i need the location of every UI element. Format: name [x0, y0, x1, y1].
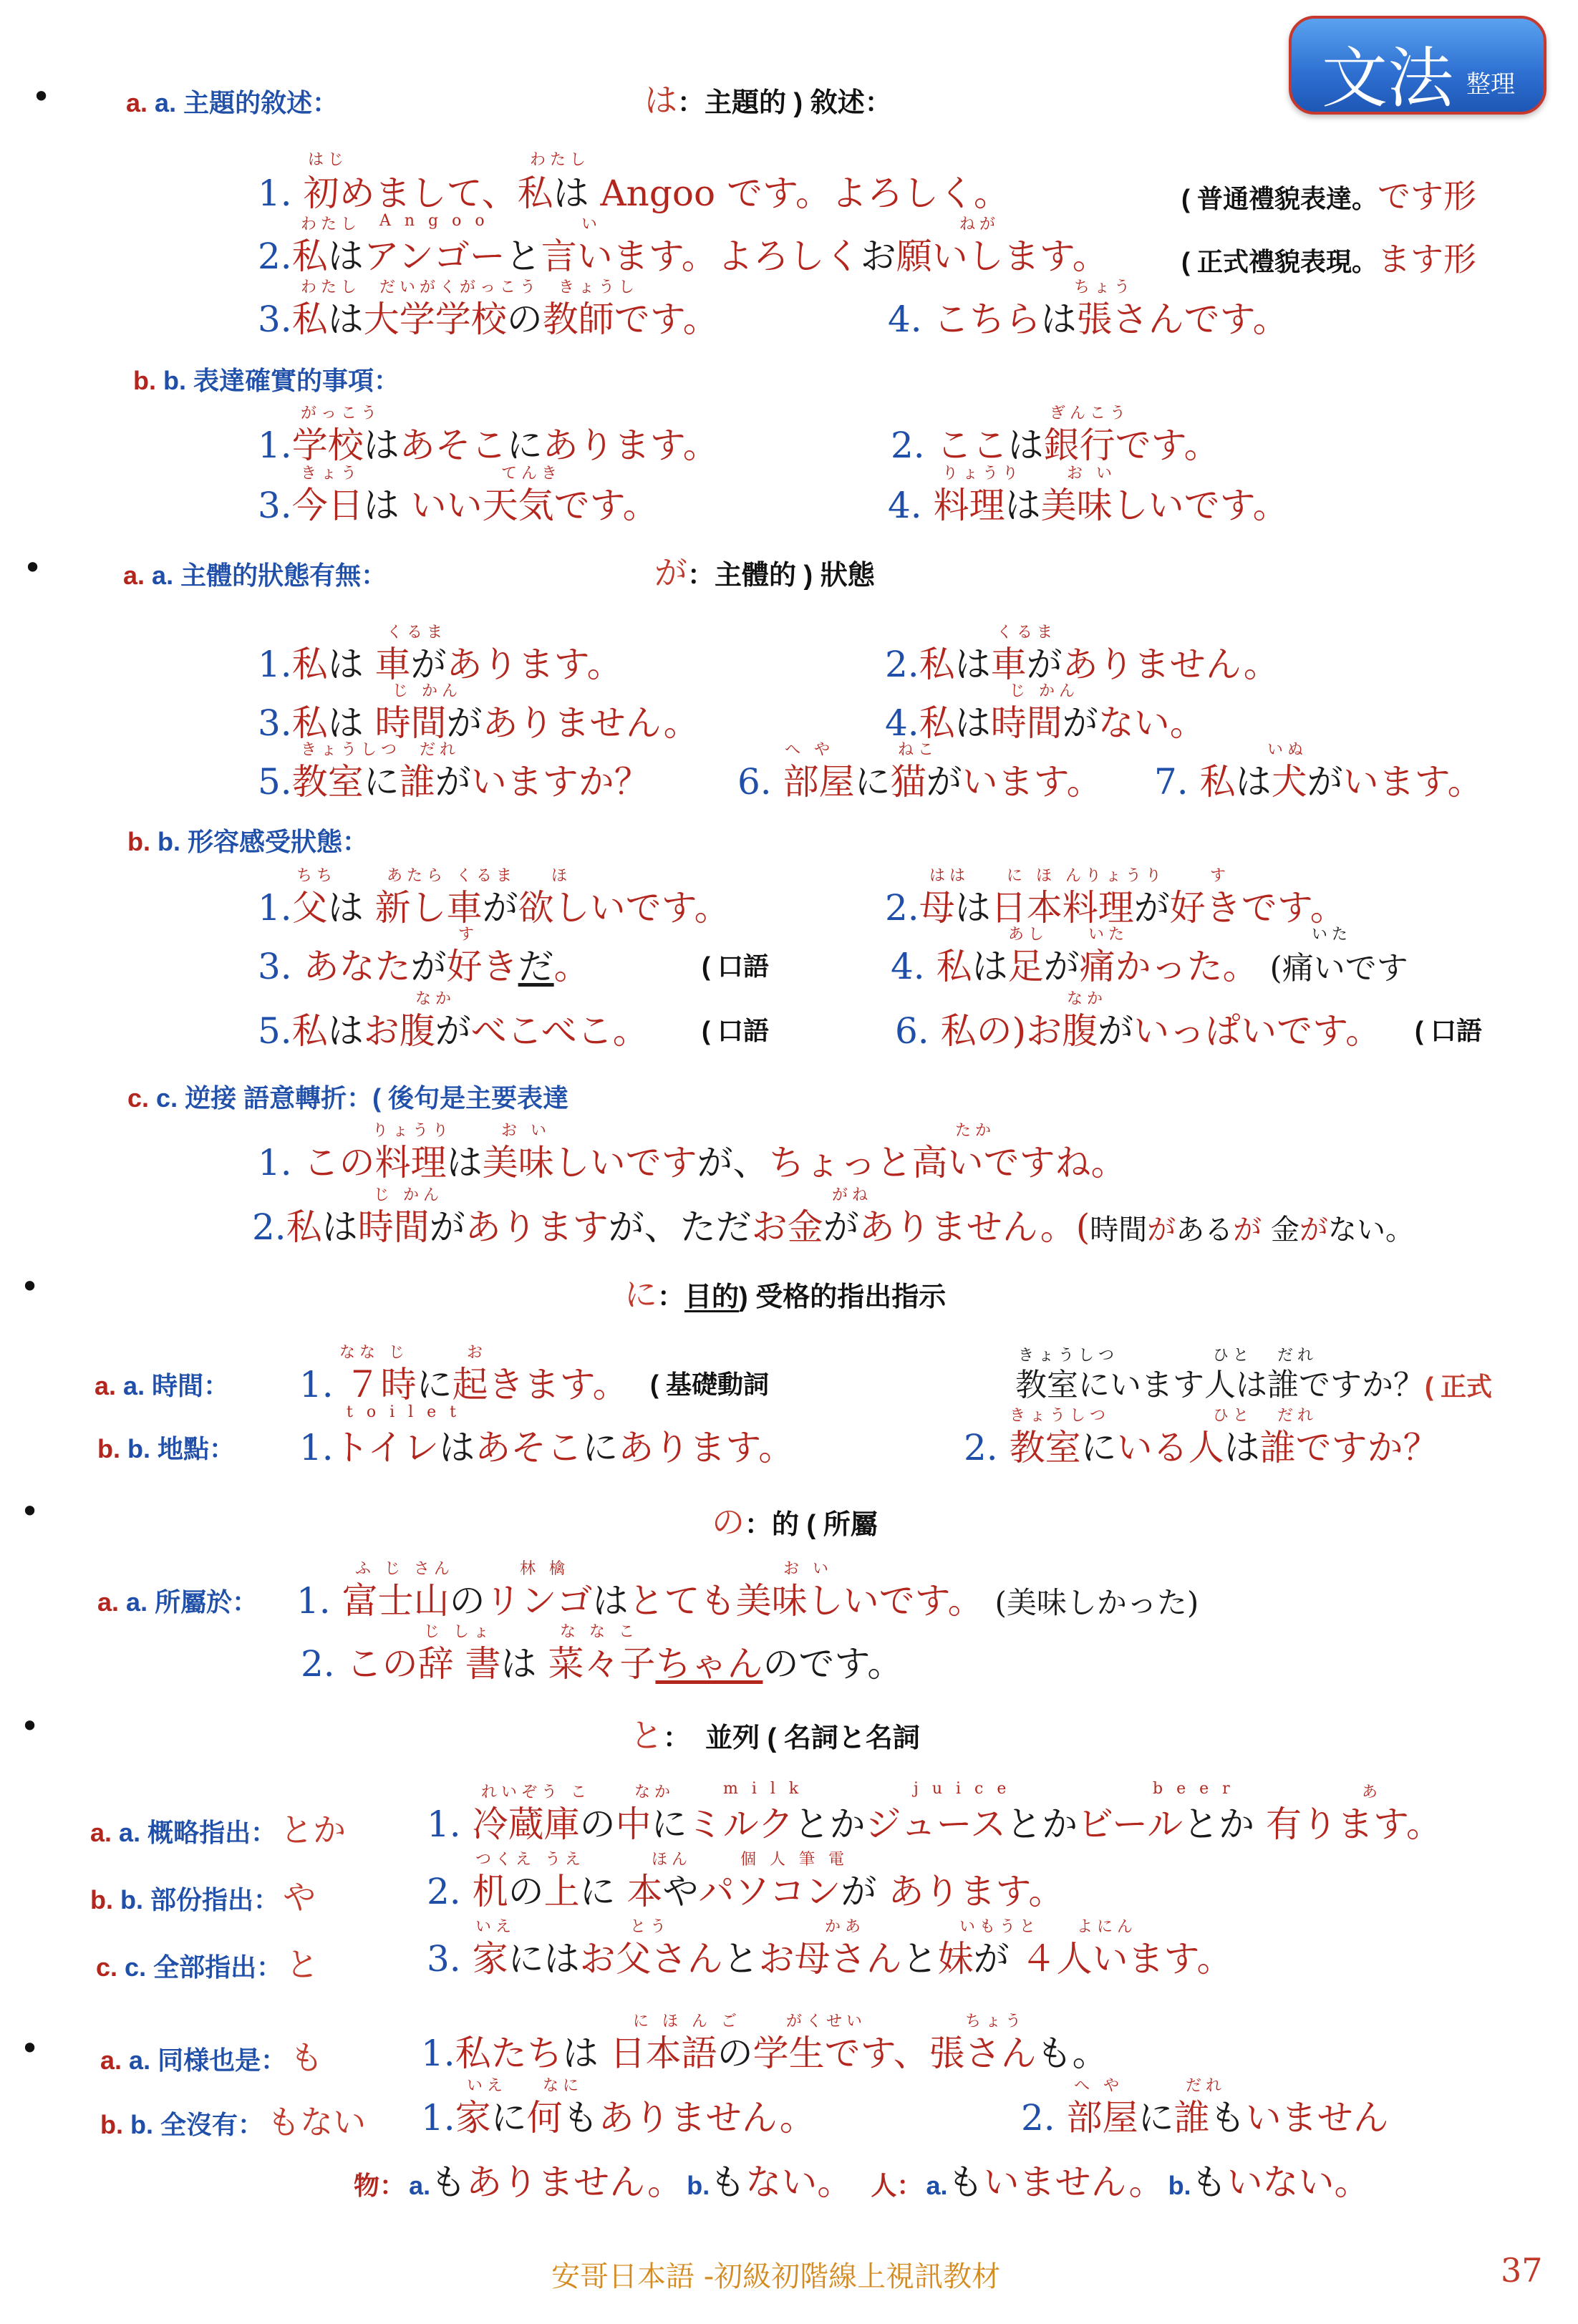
- s3-b-example-2: 2. 教室にいる人は誰ですか？: [964, 1427, 1439, 1468]
- ruby: りょうり: [372, 1122, 453, 1140]
- ruby: れいぞう こ: [481, 1783, 591, 1801]
- ruby: ちち: [296, 867, 337, 885]
- s2-b5-note: ( 口語: [702, 1016, 769, 1045]
- ruby: じ かん: [392, 682, 462, 700]
- bullet: •: [20, 2029, 40, 2068]
- s5-label-b: b. b. 部份指出： や: [90, 1878, 316, 1917]
- ruby: お い: [501, 1122, 551, 1140]
- s6-label-a: a. a. 同様也是： も: [100, 2038, 324, 2077]
- ruby: じ かん: [1010, 682, 1079, 700]
- s2-b3-note: ( 口語: [702, 952, 769, 981]
- bullet: •: [20, 1707, 40, 1746]
- bullet: •: [23, 548, 43, 587]
- ruby: 個 人 筆 電: [740, 1851, 848, 1869]
- ruby: なに: [543, 2077, 584, 2095]
- ruby: j u i c e: [914, 1780, 1011, 1798]
- ruby: なか: [634, 1783, 675, 1801]
- s5-example-3: 3. 家にはお父さんとお母さんと妹が ４人います。: [427, 1938, 1233, 1980]
- ruby: わたし: [301, 279, 362, 296]
- ruby: わたし: [301, 216, 362, 233]
- ruby: ふ じ さん: [355, 1560, 454, 1578]
- s2-b-example-4: 4. 私は足が痛かった。 (痛いです: [891, 946, 1408, 987]
- s4-example-1: 1. 富士山のリンゴはとても美味しいです。 (美味しかった): [296, 1580, 1199, 1622]
- s5-heading: と： 並列 ( 名詞と名詞: [630, 1716, 920, 1755]
- badge-title: 文法: [1322, 40, 1454, 117]
- s5-example-2: 2. 机の上に 本やパソコンが あります。: [427, 1871, 1065, 1912]
- ruby: t o i l e t: [347, 1403, 460, 1421]
- s2-b-example-3: 3. あなたが好きだ。: [258, 946, 590, 987]
- ruby: いぬ: [1267, 741, 1308, 759]
- s1-example-2: 2.私はアンゴーと言います。よろしくお願いします。: [258, 236, 1108, 277]
- s2-example-7: 7. 私は犬がいます。: [1154, 761, 1483, 803]
- s2-label-a: a. a. 主體的狀態有無：: [123, 561, 387, 590]
- ruby: 林 檎: [520, 1560, 569, 1578]
- s2-example-1: 1.私は 車があります。: [258, 644, 623, 685]
- ruby: ほん: [652, 1851, 692, 1869]
- s2-b-example-5: 5.私はお腹がべこべこ。: [258, 1010, 649, 1052]
- bullet: •: [20, 1267, 40, 1306]
- s2-b-example-6: 6. 私の)お腹がいっぱいです。: [895, 1010, 1382, 1052]
- s3-a1-note: ( 基礎動詞: [650, 1370, 769, 1399]
- ruby: ひと: [1213, 1407, 1254, 1425]
- ruby: きょうしつ: [1018, 1347, 1119, 1365]
- grammar-badge: [1289, 16, 1546, 115]
- s1-b-example-4: 4. 料理は美味しいです。: [888, 485, 1289, 526]
- s6-b-example-1: 1.家に何もありません。: [421, 2097, 815, 2139]
- s5-label-a: a. a. 概略指出： とか: [90, 1811, 347, 1849]
- s2-b-example-2: 2.母は日本料理が好きです。: [885, 887, 1346, 929]
- footer-title: 安哥日本語 -初級初階線上視訊教材: [551, 2260, 1001, 2293]
- ruby: お: [467, 1344, 488, 1362]
- ruby: いた: [1312, 926, 1352, 944]
- ruby: たか: [955, 1122, 996, 1140]
- ruby: ぎんこう: [1050, 405, 1131, 422]
- bullet: •: [20, 1492, 40, 1531]
- ruby: に ほ んりょうり: [1007, 867, 1166, 885]
- s2-b-example-1: 1.父は 新し車が欲しいです。: [258, 887, 730, 929]
- ruby: とう: [630, 1918, 671, 1936]
- s2-label-c: c. c. 逆接 語意轉折：( 後句是主要表達: [127, 1083, 569, 1113]
- ruby: いもうと: [959, 1918, 1040, 1936]
- s3-b-example-1: 1.トイレはあそこにあります。: [299, 1427, 795, 1468]
- ruby: ちょう: [965, 2013, 1026, 2030]
- ruby: くるま: [387, 624, 447, 641]
- ruby: なか: [415, 990, 456, 1008]
- s4-example-2: 2. この辞 書は 菜々子ちゃんのです。: [301, 1643, 904, 1685]
- badge-subtitle: 整理: [1466, 70, 1515, 99]
- s2-heading: が：主體的 ) 狀態: [654, 553, 875, 592]
- ruby: わたし: [530, 151, 591, 169]
- ruby: はじ: [308, 151, 349, 169]
- ruby: い: [581, 216, 602, 233]
- ruby: ひと: [1213, 1347, 1254, 1365]
- s2-b6-note: ( 口語: [1415, 1016, 1482, 1045]
- ruby: きょうしつ: [1010, 1407, 1110, 1425]
- s5-label-c: c. c. 全部指出： と: [96, 1945, 319, 1984]
- s2-example-5: 5.教室に誰がいますか？: [258, 761, 650, 803]
- ruby: きょう: [301, 465, 362, 483]
- s4-heading: の：的 ( 所屬: [712, 1503, 878, 1541]
- ruby: かあ: [825, 1918, 866, 1936]
- s3-a-example-2: 教室にいます人は誰ですか？( 正式: [1015, 1367, 1492, 1403]
- s2-c-example-2: 2.私は時間がありますが、ただお金がありません。(時間があるが 金がない。: [252, 1206, 1414, 1248]
- s2-label-b: b. b. 形容感受狀態：: [127, 827, 369, 856]
- s2-c-example-1: 1. この料理は美味しいですが、ちょっと高いですね。: [258, 1142, 1127, 1183]
- ruby: へ や: [785, 741, 834, 759]
- ruby: ほ: [551, 867, 572, 885]
- ruby: b e e r: [1153, 1780, 1234, 1798]
- ruby: ちょう: [1074, 279, 1135, 296]
- s1-note-2: ( 正式禮貌表現。ます形: [1181, 240, 1476, 279]
- ruby: あたら くるま: [387, 867, 516, 885]
- s1-example-3: 3.私は大学学校の教師です。: [258, 299, 719, 340]
- s4-label-a: a. a. 所屬於：: [97, 1587, 258, 1617]
- ruby: あ: [1362, 1783, 1383, 1801]
- ruby: あし: [1008, 926, 1049, 944]
- ruby: きょうし: [558, 279, 639, 296]
- ruby: だれ: [1186, 2077, 1226, 2095]
- page-number: 37: [1501, 2251, 1543, 2290]
- s1-example-4: 4. こちらは張さんです。: [888, 299, 1289, 340]
- s3-a-example-1: 1. ７時に起きます。: [299, 1364, 629, 1405]
- ruby: てんき: [501, 465, 562, 483]
- ruby: へ や: [1074, 2077, 1123, 2095]
- ruby: ねこ: [898, 741, 939, 759]
- ruby: す: [458, 926, 479, 944]
- s6-label-b: b. b. 全沒有： もない: [100, 2103, 367, 2141]
- ruby: きょうしつ: [301, 741, 402, 759]
- ruby: がね: [832, 1186, 873, 1204]
- ruby: つくえ うえ: [475, 1851, 585, 1869]
- s1-b-example-3: 3.今日は いい天気です。: [258, 485, 659, 526]
- ruby: がっこう: [301, 405, 382, 422]
- s1-b-example-2: 2. ここは銀行です。: [891, 425, 1220, 466]
- s1-label-b: b. b. 表達確實的事項：: [133, 366, 400, 395]
- ruby: いえ: [467, 2077, 508, 2095]
- s2-example-4: 4.私は時間がない。: [885, 702, 1206, 744]
- ruby: じ かん: [374, 1186, 443, 1204]
- ruby: に ほ ん ご: [633, 2013, 741, 2030]
- ruby: ねが: [959, 216, 1000, 233]
- ruby: くるま: [997, 624, 1057, 641]
- ruby: がくせい: [786, 2013, 867, 2030]
- bullet: •: [32, 77, 52, 116]
- s2-example-6: 6. 部屋に猫がいます。: [737, 761, 1103, 803]
- s1-heading: は：主題的 ) 敘述：: [644, 81, 892, 120]
- s6-b-example-2: 2. 部屋に誰もいません: [1021, 2097, 1389, 2139]
- ruby: m i l k: [723, 1780, 803, 1798]
- s1-label-a: a. a. 主題的敘述：: [126, 88, 339, 117]
- s3-label-a: a. a. 時間：: [95, 1371, 230, 1400]
- s1-example-1: 1. 初めまして、私は Angoo です。よろしく。: [258, 173, 1010, 214]
- s1-note-1: ( 普通禮貌表達。です形: [1181, 177, 1476, 216]
- ruby: だれ: [1277, 1347, 1318, 1365]
- s6-example-1: 1.私たちは 日本語の学生です、張さんも。: [421, 2033, 1108, 2074]
- ruby: お い: [783, 1560, 833, 1578]
- ruby: だれ: [420, 741, 460, 759]
- ruby: よにん: [1077, 1918, 1138, 1936]
- s2-example-3: 3.私は 時間がありません。: [258, 702, 700, 744]
- ruby: じ しょ: [424, 1623, 493, 1641]
- ruby: だれ: [1277, 1407, 1318, 1425]
- ruby: りょうり: [942, 465, 1023, 483]
- ruby: なか: [1067, 990, 1108, 1008]
- ruby: A n g o o: [379, 212, 489, 230]
- ruby: なな じ: [339, 1344, 409, 1362]
- s2-example-2: 2.私は車がありません。: [885, 644, 1279, 685]
- ruby: いた: [1088, 926, 1129, 944]
- s5-example-1: 1. 冷蔵庫の中にミルクとかジュースとかビールとか 有ります。: [427, 1803, 1443, 1845]
- ruby: はは: [929, 867, 970, 885]
- ruby: お い: [1067, 465, 1116, 483]
- s3-heading: に：目的) 受格的指出指示: [624, 1275, 947, 1314]
- s6-summary: 物： a.もありません。 b.もない。 人： a.もいません。 b.もいない。: [354, 2161, 1370, 2203]
- ruby: だいがくがっこう: [379, 279, 541, 296]
- s1-b-example-1: 1.学校はあそこにあります。: [258, 425, 719, 466]
- ruby: な な こ: [560, 1623, 639, 1641]
- s3-label-b: b. b. 地點：: [97, 1434, 236, 1463]
- ruby: いえ: [475, 1918, 516, 1936]
- ruby: す: [1210, 867, 1231, 885]
